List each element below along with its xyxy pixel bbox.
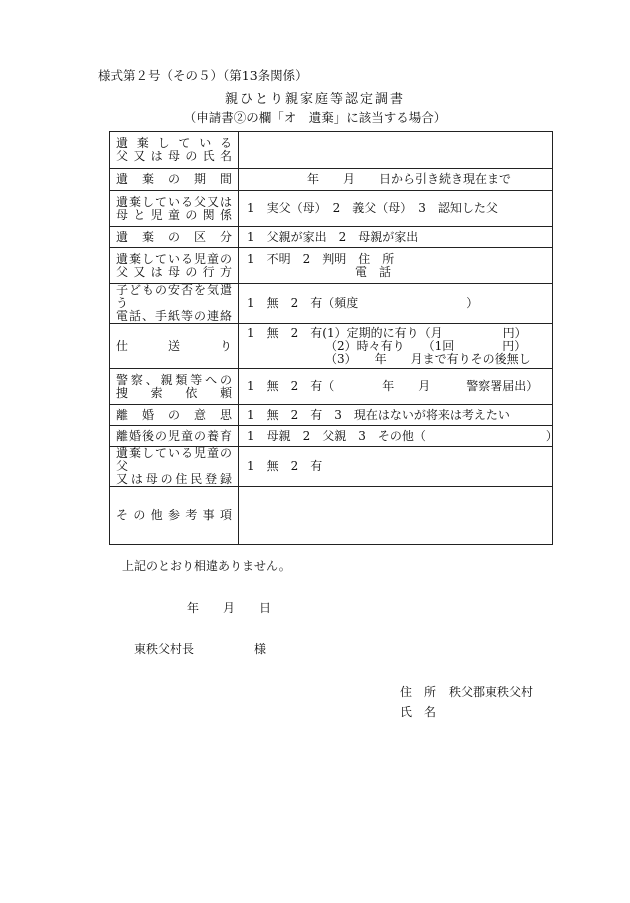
form-number: 様式第２号（その５）（第13条関係） (98, 68, 308, 83)
row-value-line: 年 月 日から引き続き現在まで (247, 172, 512, 186)
row-label-line: 離婚の意思 (116, 407, 232, 422)
row-label-line: 母と児童の関係 (116, 207, 232, 222)
row-label-line: 父又は母の氏名 (116, 149, 232, 163)
row-value-abandonment-type[interactable] (239, 227, 553, 248)
row-label-line: 警察、親類等への (116, 372, 232, 387)
row-label-line: 捜索依頼 (116, 385, 232, 400)
row-label-line: 遺棄している児童の (116, 251, 232, 266)
row-label-line: 遺棄している (116, 136, 232, 150)
table-row-child-care-after-divorce (110, 426, 553, 447)
row-label-parent-child-relationship (110, 191, 239, 227)
address-label: 住 所 (400, 685, 437, 699)
document-subtitle: （申請書②の欄「オ 遺棄」に該当する場合） (183, 110, 447, 125)
survey-table (109, 131, 558, 545)
document-title: 親ひとり親家庭等認定調書 (224, 92, 405, 107)
row-label-abandoning-parent-name (110, 132, 239, 169)
address-value[interactable]: 秩父郡東秩父村 (449, 685, 534, 699)
table-row-parent-whereabouts (110, 248, 553, 284)
row-label-line: その他参考事項 (116, 508, 232, 522)
row-value-other-notes[interactable] (239, 487, 553, 545)
row-value-contact-about-child[interactable] (239, 284, 553, 324)
row-label-abandonment-type (110, 227, 239, 248)
row-label-line: 遺棄の区分 (116, 229, 232, 244)
row-value-search-request[interactable] (239, 369, 553, 405)
row-value-abandonment-period[interactable] (239, 169, 553, 191)
certification-statement: 上記のとおり相違ありません。 (122, 559, 291, 573)
addressee: 東秩父村長 様 (134, 642, 267, 656)
row-label-line: 遺棄している父又は (116, 194, 232, 209)
row-value-child-care-after-divorce[interactable] (239, 426, 558, 447)
row-label-line: 又は母の住民登録 (116, 472, 232, 486)
row-value-line: 1 無 2 有(1）定期的に有り（月 円） (247, 325, 527, 340)
row-label-parent-whereabouts (110, 248, 239, 284)
row-value-abandoning-parent-name[interactable] (239, 132, 553, 169)
row-label-other-notes (110, 487, 239, 545)
table-row-abandoning-parent-name (110, 132, 553, 169)
row-label-line: 子どもの安否を気遣う (116, 283, 232, 310)
table-row-parent-child-relationship (110, 191, 553, 227)
row-label-line: 離婚後の児童の養育 (116, 428, 232, 443)
name-label: 氏 名 (400, 705, 437, 719)
row-label-line: 仕送り (116, 338, 232, 353)
table-row-contact-about-child (110, 284, 553, 324)
row-value-line: （3） 年 月まで有りその後無し (247, 351, 531, 366)
row-label-line: 遺棄の期間 (116, 172, 232, 186)
table-row-abandonment-type (110, 227, 553, 248)
row-label-search-request (110, 369, 239, 405)
row-value-parent-child-relationship[interactable] (239, 191, 553, 227)
row-value-line: 1 母親 2 父親 3 その他（ ） (247, 428, 558, 443)
table-row-search-request (110, 369, 553, 405)
row-label-divorce-intention (110, 405, 239, 426)
row-value-parent-whereabouts[interactable] (239, 248, 553, 284)
row-value-line: 電 話 (247, 264, 392, 279)
row-value-line: 1 無 2 有 3 現在はないが将来は考えたい (247, 407, 510, 422)
row-value-resident-registration[interactable] (239, 447, 553, 487)
row-value-line: 1 父親が家出 2 母親が家出 (247, 229, 419, 244)
row-label-contact-about-child (110, 284, 239, 324)
row-value-line: 1 実父（母） 2 義父（母） 3 認知した父 (247, 201, 498, 215)
table-row-resident-registration (110, 447, 553, 487)
table-row-abandonment-period (110, 169, 553, 191)
table-row-support-payments (110, 324, 553, 369)
date-placeholder: 年 月 日 (187, 601, 272, 615)
row-label-support-payments (110, 324, 239, 369)
row-label-line: 父又は母の行方 (116, 264, 232, 279)
row-value-support-payments[interactable] (239, 324, 553, 369)
table-row-divorce-intention (110, 405, 553, 426)
row-label-resident-registration (110, 447, 239, 487)
row-value-divorce-intention[interactable] (239, 405, 553, 426)
table-row-other-notes (110, 487, 553, 545)
row-value-line: 1 無 2 有 (247, 459, 323, 473)
row-value-line: 1 不明 2 判明 住 所 (247, 251, 395, 266)
row-value-line: 1 無 2 有（頻度 ） (247, 296, 479, 310)
row-value-line: 1 無 2 有（ 年 月 警察署届出） (247, 379, 539, 393)
row-label-child-care-after-divorce (110, 426, 239, 447)
row-label-line: 遺棄している児童の父 (116, 446, 232, 473)
row-label-line: 電話、手紙等の連絡 (116, 309, 232, 323)
row-value-line: （2）時々有り （1回 円） (247, 338, 527, 353)
row-label-abandonment-period (110, 169, 239, 191)
